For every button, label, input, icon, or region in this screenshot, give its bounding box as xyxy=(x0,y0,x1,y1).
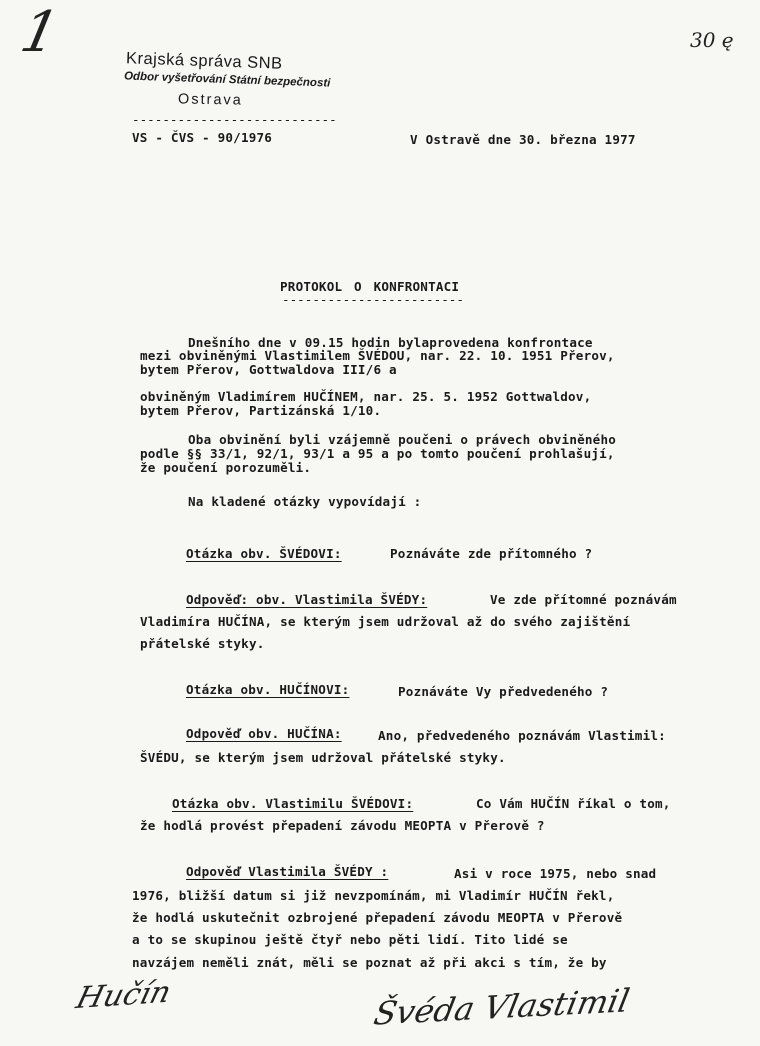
answer-2-line-2: ŠVÉDU, se kterým jsem udržoval přátelské styky. xyxy=(140,750,506,765)
org-line-2: Odbor vyšetřování Státní bezpečnosti xyxy=(123,70,331,90)
answer-3-line-5: navzájem neměli znát, měli se poznat až při akci s tím, že by xyxy=(132,955,607,970)
question-label-2: Otázka obv. HUČÍNOVI: xyxy=(186,682,350,697)
answer-3-line-2: 1976, bližší datum si již nevzpomínám, mi Vladimír HUČÍN řekl, xyxy=(132,888,615,903)
question-3-line-2: že hodlá provést přepadení závodu MEOPTA v Přerově ? xyxy=(140,818,545,833)
intro-line-2: mezi obviněnými Vlastimilem ŠVÉDOU, nar. 22. 10. 1951 Přerov, xyxy=(140,348,615,363)
answer-label-1: Odpověď: obv. Vlastimila ŠVÉDY: xyxy=(186,592,428,607)
title-underline: ------------------------ xyxy=(282,292,464,307)
signature-left: Hučín xyxy=(72,974,175,1017)
answer-3-line-1: Asi v roce 1975, nebo snad xyxy=(454,866,657,881)
instruction-line-1: Oba obvinění byli vzájemně poučeni o právech obviněného xyxy=(188,432,617,447)
reference-number: VS - ČVS - 90/1976 xyxy=(132,130,273,145)
org-line-3: Ostrava xyxy=(177,91,243,109)
question-3-line-1: Co Vám HUČÍN říkal o tom, xyxy=(476,796,671,811)
answer-1-line-2: Vladimíra HUČÍNA, se kterým jsem udržoval až do svého zajištění xyxy=(140,614,631,629)
place-date: V Ostravě dne 30. března 1977 xyxy=(410,132,636,147)
answer-label-3: Odpověď Vlastimila ŠVÉDY : xyxy=(186,864,389,879)
signature-right: Švéda Vlastimil xyxy=(370,981,633,1033)
questions-intro: Na kladené otázky vypovídají : xyxy=(188,494,422,509)
answer-label-2: Odpověď obv. HUČÍNA: xyxy=(186,726,342,741)
answer-2-line-1: Ano, předvedeného poznávám Vlastimil: xyxy=(378,728,666,743)
question-text-2: Poznáváte Vy předvedeného ? xyxy=(398,684,609,699)
header-separator: --------------------------- xyxy=(132,112,337,127)
intro-line-4: obviněným Vladimírem HUČÍNEM, nar. 25. 5. 1952 Gottwaldov, xyxy=(140,389,592,404)
intro-line-3: bytem Přerov, Gottwaldova III/6 a xyxy=(140,362,397,377)
answer-3-line-3: že hodlá uskutečnit ozbrojené přepadení závodu MEOPTA v Přerově xyxy=(132,910,623,925)
intro-line-5: bytem Přerov, Partizánská 1/10. xyxy=(140,403,382,418)
intro-line-1: Dnešního dne v 09.15 hodin bylaprovedena konfrontace xyxy=(188,335,593,350)
answer-1-line-3: přátelské styky. xyxy=(140,636,265,651)
page-number-handwritten: 1 xyxy=(15,0,65,65)
instruction-line-3: že poučení porozuměli. xyxy=(140,460,312,475)
answer-1-line-1: Ve zde přítomné poznávám xyxy=(490,592,677,607)
document-title: PROTOKOL O KONFRONTACI xyxy=(280,279,460,294)
question-label-1: Otázka obv. ŠVÉDOVI: xyxy=(186,546,342,561)
instruction-line-2: podle §§ 33/1, 92/1, 93/1 a 95 a po tomto poučení prohlašují, xyxy=(140,446,615,461)
org-line-1: Krajská správa SNB xyxy=(125,49,283,73)
answer-3-line-4: a to se skupinou ještě čtyř nebo pěti lidí. Tito lidé se xyxy=(132,932,568,947)
question-text-1: Poznáváte zde přítomného ? xyxy=(390,546,593,561)
corner-note-handwritten: 30 ę xyxy=(690,28,734,52)
question-label-3: Otázka obv. Vlastimilu ŠVÉDOVI: xyxy=(172,796,414,811)
